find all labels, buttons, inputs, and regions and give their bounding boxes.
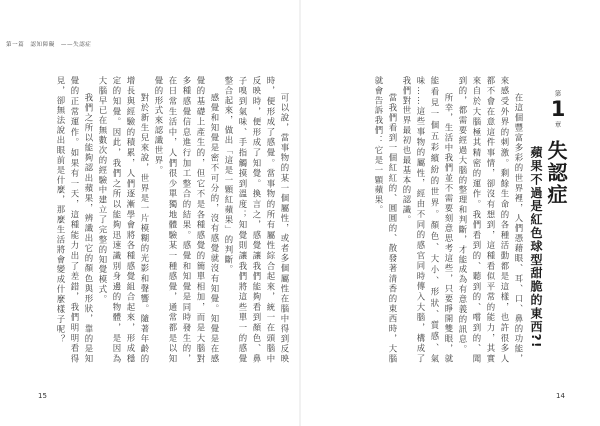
chapter-label <box>545 90 571 127</box>
chapter-subtitle: 蘋果不過是紅色球型甜脆的東西?! <box>529 146 543 349</box>
body-paragraph: 對於新生兒來說，世界是一片模糊的光影和聲響。隨著年齡的增長與經驗的積累，人們逐漸學會將各種感覺組合起來，形成穩定的知覺。因此，我們之所以能夠迅速識別身邊的物體，是因為大腦早已在無數次的經驗中建立了完整的知覺模式。 <box>98 76 150 364</box>
body-paragraph: 所幸，生活中我們並不需要刻意思考這些，只要睜開雙眼，就能看見一個五彩繽紛的世界。顏色、大小、形狀、質感、氣味……這些事物的屬性，經由不同的感官同時傳入大腦，構成了我們對世界最初也最基本的認識。 <box>402 76 454 364</box>
chapter-label-prefix: 第 <box>553 90 562 97</box>
right-page <box>300 0 600 426</box>
chapter-title: 失認症 <box>544 140 568 206</box>
left-body-text <box>12 76 292 364</box>
page-number-left: 15 <box>38 392 47 400</box>
chapter-number: 1 <box>550 96 566 121</box>
body-paragraph: 當我們看到一個紅紅的、圓圓的、散發著清香的東西時，大腦就會告訴我們：它是一顆蘋果。 <box>374 76 398 364</box>
running-head: 第一篇 認知障礙 ——失認症 <box>6 42 92 48</box>
page-number-right: 14 <box>556 392 565 400</box>
body-paragraph: 可以說，當事物的某一個屬性，或者多個屬性在腦中得到反映時，便形成了感覺。當事物的所有屬性綜合起來，統一在頭腦中反映時，便形成了知覺。換言之，感覺讓我們能夠看到顏色、鼻子嗅到氣味、手指觸摸到溫度；知覺則讓我們將這些單一的感覺整合起來，做出「這是一顆紅蘋果」的判斷。 <box>224 76 290 364</box>
right-body-text <box>308 76 526 364</box>
body-paragraph: 我們之所以能夠認出蘋果，辨識出它的顏色與形狀，靠的是知覺的正常運作。如果有一天，這種能力出了差錯，我們明明看得見，卻無法說出眼前是什麼，那麼生活將會變成什麼樣子呢？ <box>56 76 94 364</box>
body-paragraph: 感覺和知覺是密不可分的，沒有感覺就沒有知覺。知覺是在感覺的基礎上產生的，但它不是各種感覺的簡單相加，而是大腦對多種感覺信息進行加工整合的結果。感覺和知覺是同時發生的，在日常生活中，人們很少單獨地體驗某一種感覺，通常都是以知覺的形式來認識世界。 <box>154 76 220 364</box>
body-paragraph: 在這個豐富多彩的世界裡，人們憑藉眼、耳、口、鼻的功能，來感受外界的刺激。剩餘生命的各種活動都是這樣，也許很多人都不會在意這件事情，卻沒有想到，這種看似平常的能力，其實來自於大腦極其精密的運作。我們看到的、聽到的、嚐到的、聞到的，都需要經過大腦的整理和判斷，才能成為有意義的訊息。 <box>458 76 524 364</box>
chapter-label-suffix: 章 <box>553 120 562 127</box>
